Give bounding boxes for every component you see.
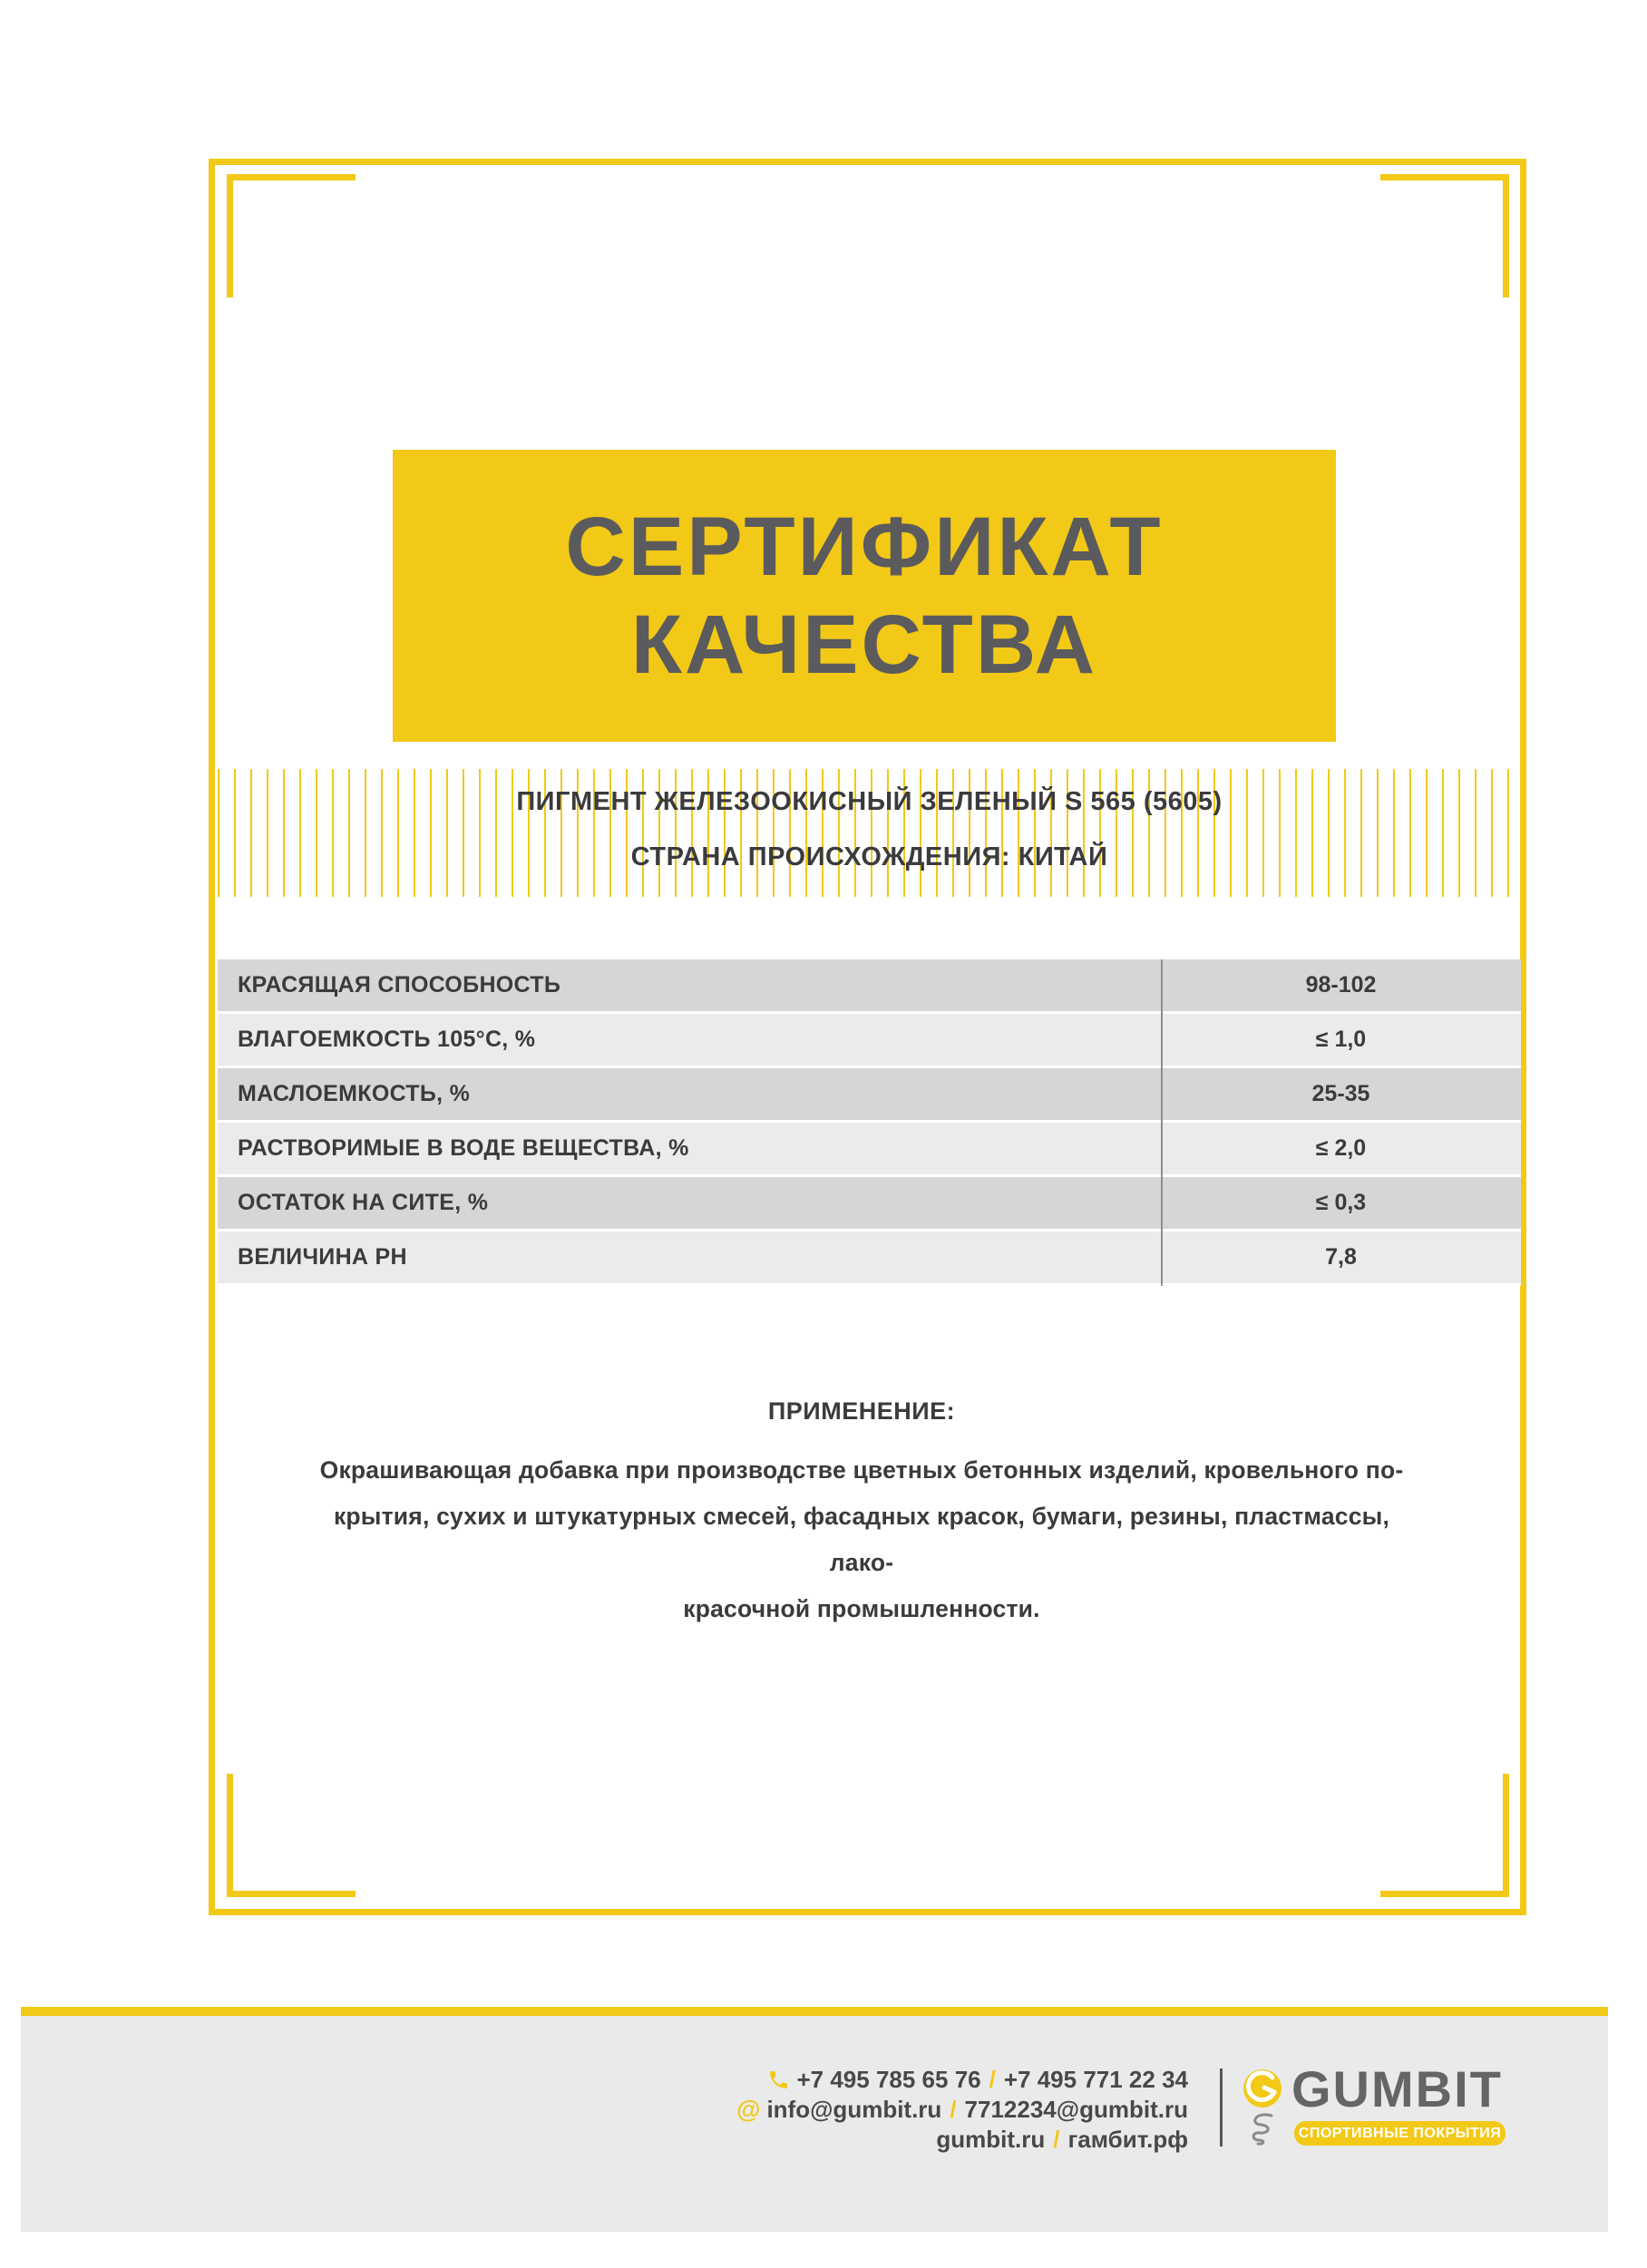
param-value: 7,8 [1325,1244,1357,1270]
table-column-divider [1161,959,1163,1286]
application-text-line: Окрашивающая добавка при производстве цветных бетонных изделий, кровельного по- [319,1456,1404,1484]
website-1[interactable]: gumbit.ru [936,2126,1046,2153]
certificate-title-line2: КАЧЕСТВА [630,599,1098,691]
table-row [218,959,1521,1014]
slash-separator: / [950,2096,957,2123]
param-value: 25-35 [1311,1081,1370,1106]
application-text-line: крытия, сухих и штукатурных смесей, фасадных красок, бумаги, резины, пластмассы, лако- [333,1503,1390,1576]
table-row [218,1177,1521,1231]
application-heading: ПРИМЕНЕНИЕ: [767,1397,956,1425]
frame-corner-bracket-top-left [227,174,356,297]
param-label: КРАСЯЩАЯ СПОСОБНОСТЬ [238,972,561,998]
table-row [218,1068,1521,1123]
footer-contacts [707,2065,1188,2155]
param-label: ВЕЛИЧИНА РН [238,1244,407,1270]
phone-number-2[interactable]: +7 495 771 22 34 [1003,2066,1188,2093]
email-1[interactable]: info@gumbit.ru [766,2096,942,2123]
email-2[interactable]: 7712234@gumbit.ru [964,2096,1188,2123]
application-section [304,1397,1419,1632]
param-value: ≤ 0,3 [1315,1190,1367,1215]
frame-corner-bracket-bottom-right [1380,1774,1509,1897]
phone-number-1[interactable]: +7 495 785 65 76 [796,2066,981,2093]
slash-separator: / [1053,2126,1060,2153]
param-value: ≤ 1,0 [1315,1027,1367,1052]
product-origin: СТРАНА ПРОИСХОЖДЕНИЯ: КИТАЙ [630,842,1108,871]
certificate-title-line1: СЕРТИФИКАТ [565,501,1164,593]
quality-table [218,959,1521,1286]
param-label: ВЛАГОЕМКОСТЬ 105°С, % [238,1027,536,1052]
brand-tagline-badge: СПОРТИВНЫЕ ПОКРЫТИЯ [1294,2121,1506,2146]
param-value: 98-102 [1305,972,1377,998]
gumbit-logo-icon [1243,2068,1282,2108]
frame-corner-bracket-bottom-left [227,1774,356,1897]
param-label: ОСТАТОК НА СИТЕ, % [238,1190,489,1215]
application-text-line: красочной промышленности. [683,1595,1040,1622]
spiral-icon [1246,2111,1277,2146]
product-strip [218,769,1521,897]
slash-separator: / [989,2066,996,2093]
param-value: ≤ 2,0 [1315,1135,1367,1161]
website-2[interactable]: гамбит.рф [1067,2126,1188,2153]
table-row [218,1014,1521,1068]
brand-name: GUMBIT [1291,2060,1503,2117]
title-banner [393,450,1336,742]
footer-emails-line [707,2095,1188,2125]
param-label: РАСТВОРИМЫЕ В ВОДЕ ВЕЩЕСТВА, % [238,1135,689,1161]
product-name: ПИГМЕНТ ЖЕЛЕЗООКИСНЫЙ ЗЕЛЕНЫЙ S 565 (5605) [516,787,1223,816]
footer-accent-bar [21,2007,1608,2016]
at-icon: @ [736,2096,761,2123]
table-row [218,1123,1521,1177]
param-label: МАСЛОЕМКОСТЬ, % [238,1081,471,1106]
footer-divider [1220,2068,1223,2146]
footer-phones-line [707,2065,1188,2095]
table-row [218,1231,1521,1286]
frame-corner-bracket-top-right [1380,174,1509,297]
phone-icon [767,2068,790,2091]
footer-sites-line [707,2125,1188,2155]
